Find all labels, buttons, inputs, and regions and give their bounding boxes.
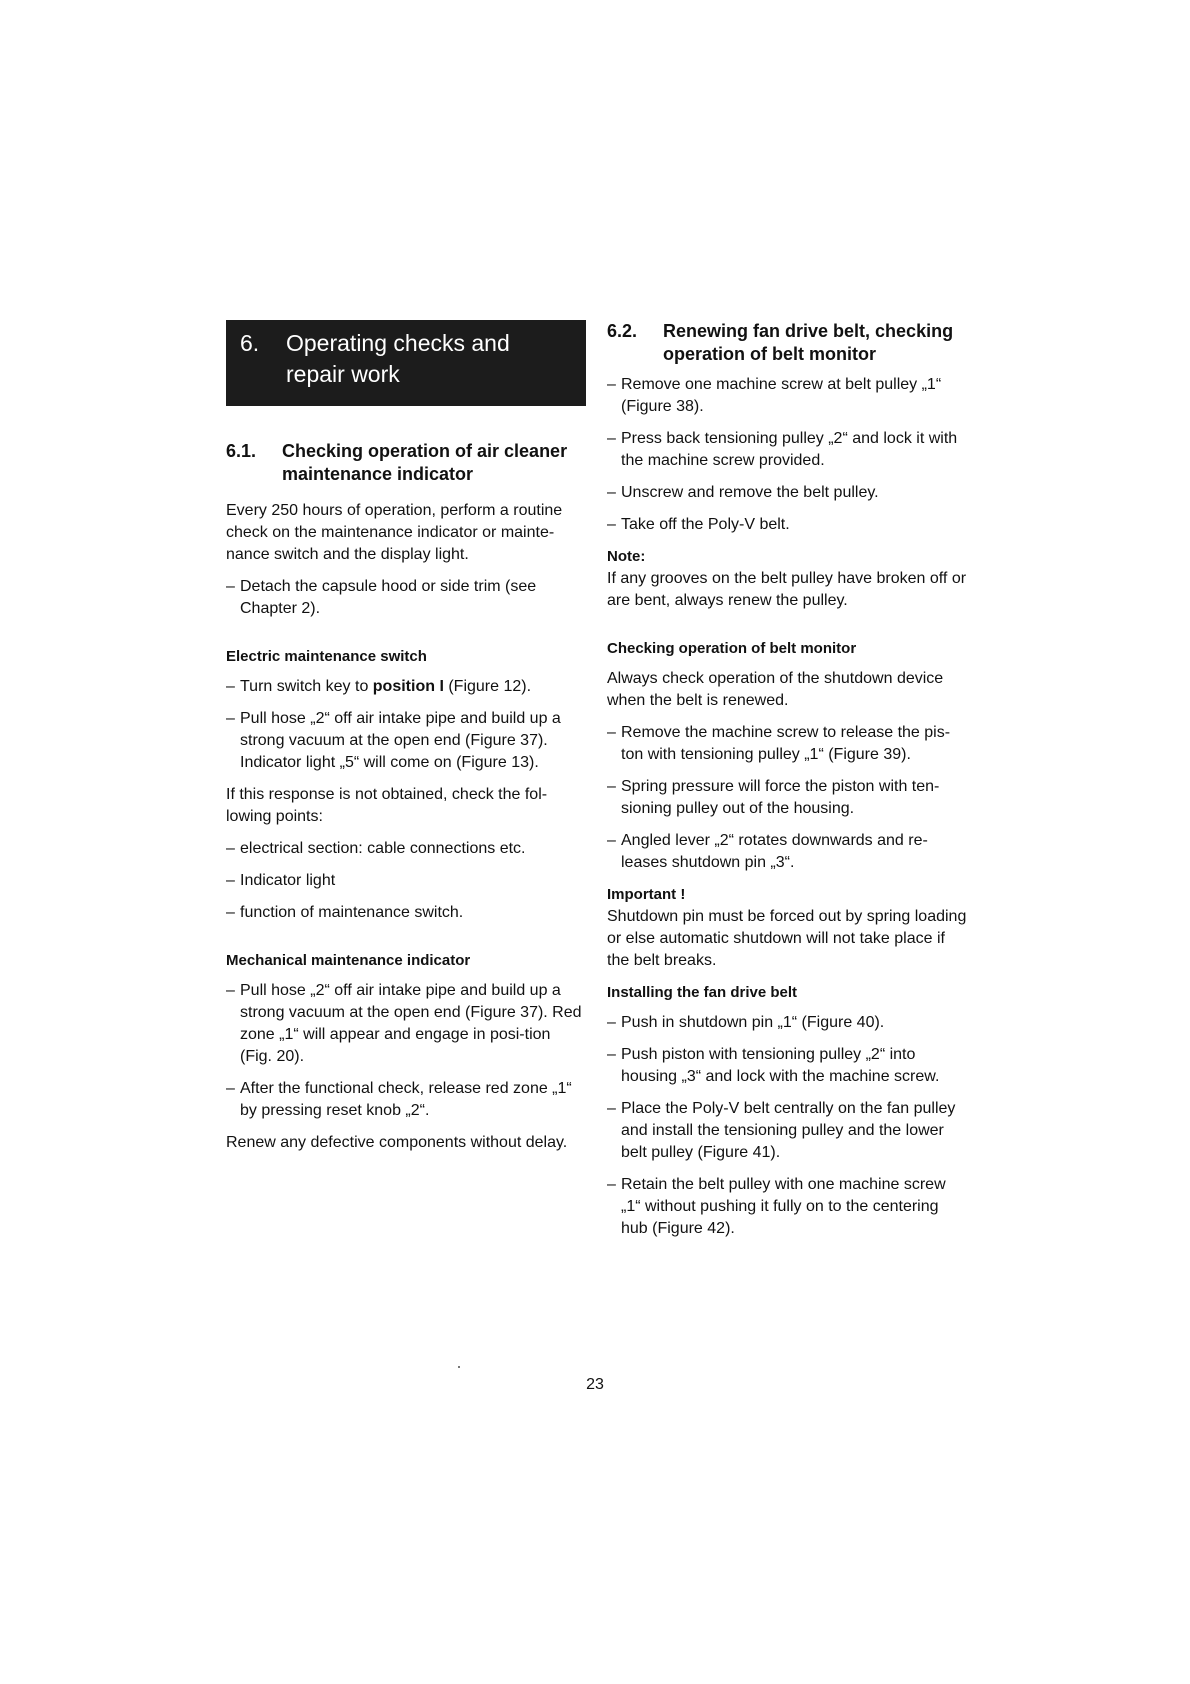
list-item: – electrical section: cable connections etc. <box>226 840 526 857</box>
note-block <box>607 546 967 612</box>
mechanical-indicator-list <box>226 980 586 1122</box>
list-item: – Turn switch key to position I (Figure 12). <box>226 678 532 695</box>
position-label: position I <box>372 678 444 695</box>
list-item: – Pull hose „2“ off air intake pipe and build up a strong vacuum at the open end (Figure 37). Indicator light „5“ will come on (Figure 13). <box>226 710 561 771</box>
right-column <box>607 320 967 1250</box>
section-6-2-heading <box>607 320 967 366</box>
list-item: – Take off the Poly-V belt. <box>607 516 790 533</box>
list-item: – Angled lever „2“ rotates downwards and re-leases shutdown pin „3“. <box>607 832 928 871</box>
install-belt-list <box>607 1012 967 1240</box>
closing-paragraph: Renew any defective components without delay. <box>226 1134 568 1151</box>
list-item: – Retain the belt pulley with one machine screw „1“ without pushing it fully on to the centering hub (Figure 42). <box>607 1176 946 1237</box>
list-item: – Indicator light <box>226 872 336 889</box>
chapter-title: Operating checks and repair work <box>286 330 510 387</box>
section-6-1-heading <box>226 440 586 486</box>
note-text: If any grooves on the belt pulley have broken off or are bent, always renew the pulley. <box>607 570 967 609</box>
list-item: – Press back tensioning pulley „2“ and lock it with the machine screw provided. <box>607 430 958 469</box>
chapter-number: 6. <box>240 330 260 356</box>
intro-list <box>226 576 586 620</box>
list-item: – Place the Poly-V belt centrally on the fan pulley and install the tensioning pulley and the lower belt pulley (Figure 41). <box>607 1100 956 1161</box>
list-item: – function of maintenance switch. <box>226 904 464 921</box>
intro-paragraph: Every 250 hours of operation, perform a routine check on the maintenance indicator or mainte-nance switch and the display light. <box>226 502 563 563</box>
list-item: – Detach the capsule hood or side trim (see Chapter 2). <box>226 578 537 617</box>
section-title: Checking operation of air cleaner maintenance indicator <box>282 441 568 484</box>
scan-speck <box>458 1366 460 1368</box>
list-item: – Push piston with tensioning pulley „2“ into housing „3“ and lock with the machine screw. <box>607 1046 940 1085</box>
section-number: 6.2. <box>607 321 638 341</box>
section-title: Renewing fan drive belt, checking operation of belt monitor <box>663 321 954 364</box>
belt-monitor-list <box>607 722 967 874</box>
list-item: – Unscrew and remove the belt pulley. <box>607 484 879 501</box>
removal-steps-list <box>607 374 967 536</box>
important-block <box>607 884 967 972</box>
chapter-heading <box>226 320 586 406</box>
check-points-list <box>226 838 586 924</box>
electric-switch-heading: Electric maintenance switch <box>226 648 427 665</box>
response-note: If this response is not obtained, check the fol-lowing points: <box>226 786 548 825</box>
belt-monitor-heading: Checking operation of belt monitor <box>607 640 857 657</box>
belt-monitor-intro: Always check operation of the shutdown device when the belt is renewed. <box>607 670 944 709</box>
list-item: – Remove the machine screw to release the pis-ton with tensioning pulley „1“ (Figure 39). <box>607 724 951 763</box>
list-item: – Spring pressure will force the piston with ten-sioning pulley out of the housing. <box>607 778 940 817</box>
list-item: – Pull hose „2“ off air intake pipe and build up a strong vacuum at the open end (Figure 37). Red zone „1“ will appear and engage in posi-tion (Fig. 20). <box>226 982 582 1065</box>
section-number: 6.1. <box>226 441 257 461</box>
install-belt-heading: Installing the fan drive belt <box>607 984 798 1001</box>
page-number: 23 <box>586 1376 604 1393</box>
mechanical-indicator-heading: Mechanical maintenance indicator <box>226 952 471 969</box>
list-item: – After the functional check, release red zone „1“ by pressing reset knob „2“. <box>226 1080 572 1119</box>
left-column <box>226 320 586 1164</box>
important-text: Shutdown pin must be forced out by spring loading or else automatic shutdown will not take place if the belt breaks. <box>607 908 967 969</box>
list-item: – Push in shutdown pin „1“ (Figure 40). <box>607 1014 885 1031</box>
important-label: Important ! <box>607 886 686 903</box>
electric-switch-list <box>226 676 586 774</box>
note-label: Note: <box>607 548 646 565</box>
list-item: – Remove one machine screw at belt pulley „1“ (Figure 38). <box>607 376 942 415</box>
